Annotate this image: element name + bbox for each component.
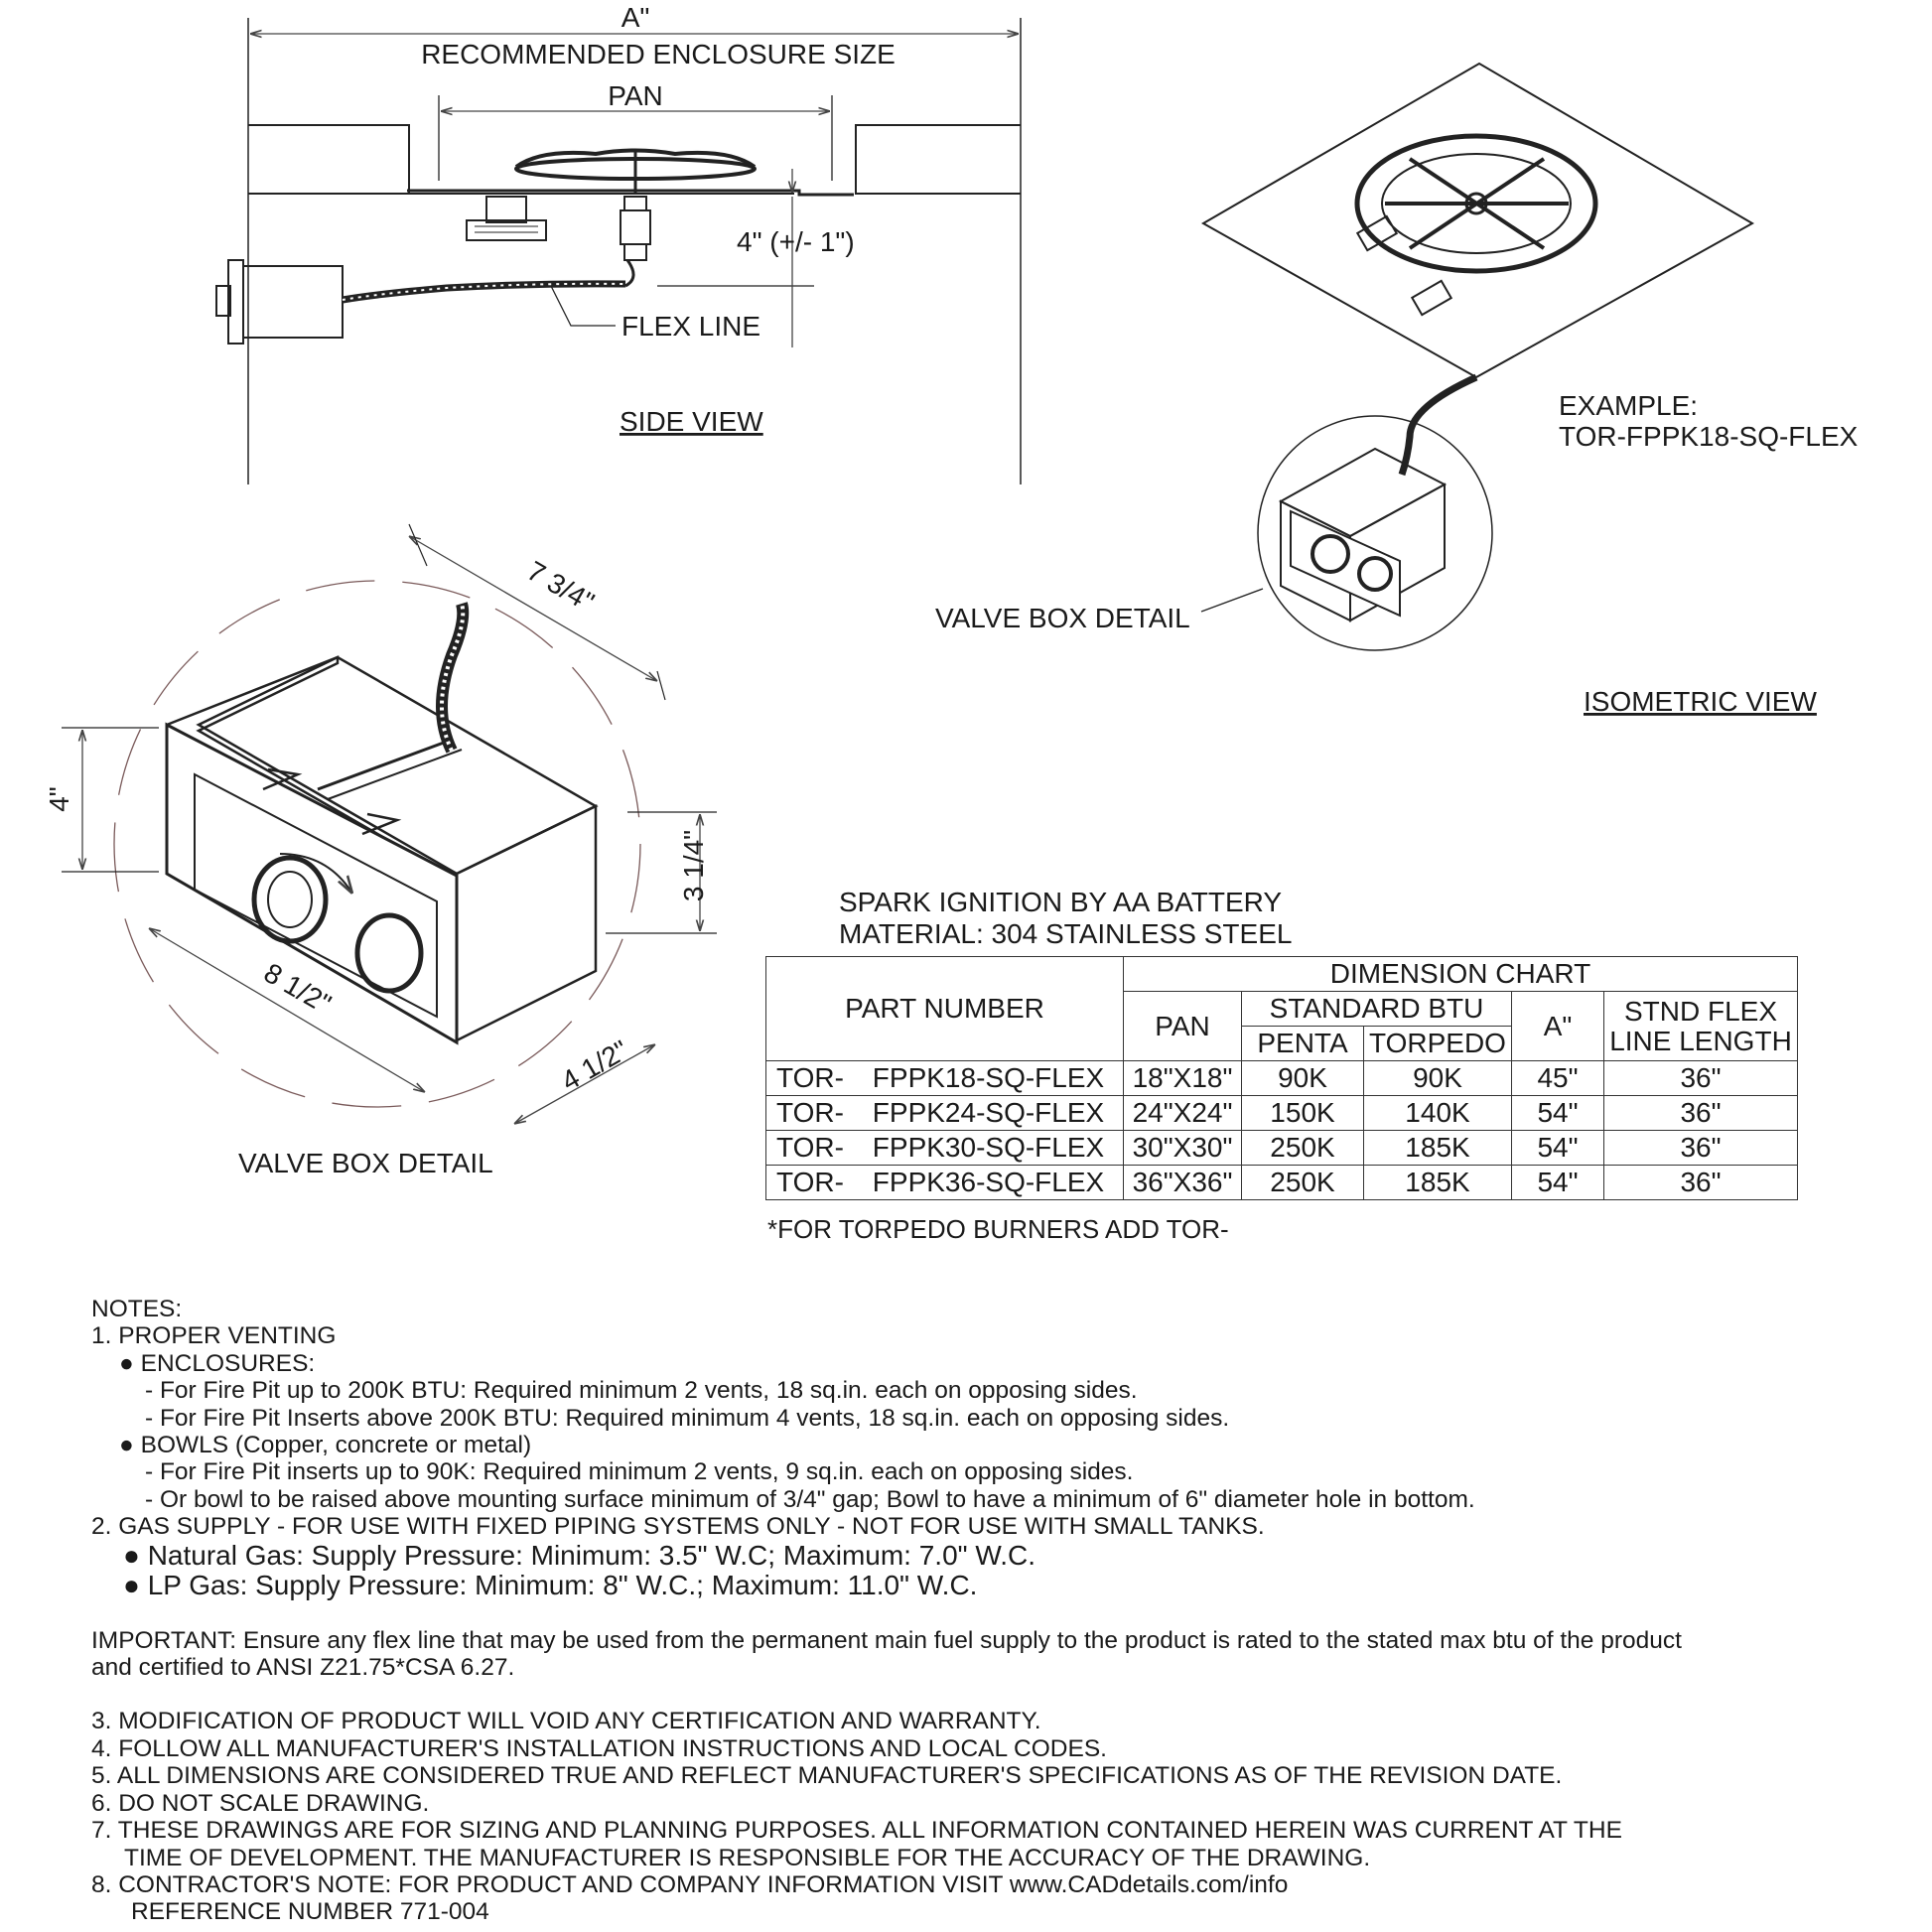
note-1b2: - Or bowl to be raised above mounting surface minimum of 3/4" gap; Bowl to have a minimum of 6" diameter hole in bottom. — [145, 1485, 1475, 1513]
note-1a2: - For Fire Pit Inserts above 200K BTU: Required minimum 4 vents, 18 sq.in. each on opposing sides. — [145, 1404, 1230, 1432]
row-pan: 18"X18" — [1124, 1061, 1242, 1096]
dim-a-label: A" — [621, 2, 650, 33]
side-view-title: SIDE VIEW — [620, 406, 763, 437]
note-important-1: IMPORTANT: Ensure any flex line that may be used from the permanent main fuel supply to the product is rated to the stated max btu of the product — [91, 1626, 1682, 1654]
row-part: FPPK36-SQ-FLEX — [854, 1166, 1124, 1200]
note-2: 2. GAS SUPPLY - FOR USE WITH FIXED PIPING SYSTEMS ONLY - NOT FOR USE WITH SMALL TANKS. — [91, 1513, 1265, 1541]
isometric-view — [1201, 64, 1752, 650]
row-a: 45" — [1512, 1061, 1604, 1096]
row-torpedo: 90K — [1364, 1061, 1512, 1096]
notes — [91, 1296, 1682, 1926]
valve-box-detail — [62, 524, 717, 1124]
note-7-cont: TIME OF DEVELOPMENT. THE MANUFACTURER IS RESPONSIBLE FOR THE ACCURACY OF THE DRAWING. — [124, 1844, 1371, 1871]
row-part: FPPK18-SQ-FLEX — [854, 1061, 1124, 1096]
note-4: 4. FOLLOW ALL MANUFACTURER'S INSTALLATION INSTRUCTIONS AND LOCAL CODES. — [91, 1734, 1107, 1762]
iso-valve-box-label: VALVE BOX DETAIL — [935, 603, 1190, 633]
header-penta: PENTA — [1242, 1027, 1364, 1061]
note-6: 6. DO NOT SCALE DRAWING. — [91, 1789, 430, 1817]
note-8: 8. CONTRACTOR'S NOTE: FOR PRODUCT AND COMPANY INFORMATION VISIT www.CADdetails.com/info — [91, 1870, 1289, 1898]
row-part: FPPK30-SQ-FLEX — [854, 1131, 1124, 1166]
example-label: EXAMPLE: — [1559, 390, 1699, 421]
dim-depth-label: 4 1/2" — [556, 1034, 634, 1097]
row-flex: 36" — [1604, 1096, 1798, 1131]
row-flex: 36" — [1604, 1131, 1798, 1166]
spec-ignition: SPARK IGNITION BY AA BATTERY — [839, 887, 1283, 917]
note-1a1: - For Fire Pit up to 200K BTU: Required minimum 2 vents, 18 sq.in. each on opposing sides. — [145, 1377, 1138, 1405]
note-important-2: and certified to ANSI Z21.75*CSA 6.27. — [91, 1654, 515, 1682]
row-a: 54" — [1512, 1166, 1604, 1200]
table-row — [766, 1131, 1798, 1166]
note-1a: ● ENCLOSURES: — [119, 1349, 316, 1377]
row-prefix: TOR- — [766, 1166, 855, 1200]
row-part: FPPK24-SQ-FLEX — [854, 1096, 1124, 1131]
example-part: TOR-FPPK18-SQ-FLEX — [1559, 421, 1859, 452]
note-7: 7. THESE DRAWINGS ARE FOR SIZING AND PLANNING PURPOSES. ALL INFORMATION CONTAINED HEREIN WAS CURRENT AT THE — [91, 1817, 1622, 1845]
header-a: A" — [1512, 992, 1604, 1061]
row-penta: 150K — [1242, 1096, 1364, 1131]
chart-title: DIMENSION CHART — [1124, 957, 1798, 992]
dim-left-label: 4" — [44, 786, 74, 812]
dim-right-label: 3 1/4" — [678, 829, 709, 902]
dimension-chart — [765, 956, 1798, 1200]
header-torpedo: TORPEDO — [1364, 1027, 1512, 1061]
row-penta: 90K — [1242, 1061, 1364, 1096]
note-1b: ● BOWLS (Copper, concrete or metal) — [119, 1432, 532, 1459]
note-3: 3. MODIFICATION OF PRODUCT WILL VOID ANY CERTIFICATION AND WARRANTY. — [91, 1708, 1041, 1735]
table-row — [766, 1166, 1798, 1200]
flex-line-label: FLEX LINE — [621, 311, 761, 342]
table-row — [766, 1061, 1798, 1096]
row-torpedo: 185K — [1364, 1131, 1512, 1166]
row-pan: 30"X30" — [1124, 1131, 1242, 1166]
spec-material: MATERIAL: 304 STAINLESS STEEL — [839, 918, 1293, 949]
notes-heading: NOTES: — [91, 1296, 183, 1322]
valve-box-detail-title: VALVE BOX DETAIL — [238, 1148, 493, 1178]
note-5: 5. ALL DIMENSIONS ARE CONSIDERED TRUE AND REFLECT MANUFACTURER'S SPECIFICATIONS AS OF THE REVISION DATE. — [91, 1762, 1563, 1790]
note-1: 1. PROPER VENTING — [91, 1322, 337, 1350]
note-2a: ● Natural Gas: Supply Pressure: Minimum: 3.5" W.C; Maximum: 7.0" W.C. — [123, 1539, 1036, 1571]
height-dim-label: 4" (+/- 1") — [737, 226, 855, 257]
row-flex: 36" — [1604, 1166, 1798, 1200]
specs — [839, 887, 1292, 950]
table-row — [766, 1096, 1798, 1131]
reference-number: REFERENCE NUMBER 771-004 — [131, 1898, 489, 1926]
row-prefix: TOR- — [766, 1096, 855, 1131]
enclosure-label: RECOMMENDED ENCLOSURE SIZE — [421, 39, 896, 69]
row-pan: 36"X36" — [1124, 1166, 1242, 1200]
header-part-number: PART NUMBER — [766, 957, 1124, 1061]
row-torpedo: 185K — [1364, 1166, 1512, 1200]
dim-bottom-label: 8 1/2" — [258, 956, 337, 1020]
header-flex-line: STND FLEX LINE LENGTH — [1604, 992, 1798, 1061]
row-penta: 250K — [1242, 1166, 1364, 1200]
header-pan: PAN — [1124, 992, 1242, 1061]
row-a: 54" — [1512, 1131, 1604, 1166]
chart-footnote: *FOR TORPEDO BURNERS ADD TOR- — [767, 1214, 1229, 1244]
dim-top-label: 7 3/4" — [521, 555, 600, 619]
row-torpedo: 140K — [1364, 1096, 1512, 1131]
isometric-view-title: ISOMETRIC VIEW — [1584, 686, 1817, 717]
header-standard-btu: STANDARD BTU — [1242, 992, 1512, 1027]
row-pan: 24"X24" — [1124, 1096, 1242, 1131]
note-1b1: - For Fire Pit inserts up to 90K: Required minimum 2 vents, 9 sq.in. each on opposing sides. — [145, 1458, 1134, 1486]
note-2b: ● LP Gas: Supply Pressure: Minimum: 8" W.C.; Maximum: 11.0" W.C. — [123, 1569, 978, 1600]
row-penta: 250K — [1242, 1131, 1364, 1166]
row-prefix: TOR- — [766, 1061, 855, 1096]
row-prefix: TOR- — [766, 1131, 855, 1166]
row-a: 54" — [1512, 1096, 1604, 1131]
pan-label: PAN — [608, 80, 663, 111]
row-flex: 36" — [1604, 1061, 1798, 1096]
